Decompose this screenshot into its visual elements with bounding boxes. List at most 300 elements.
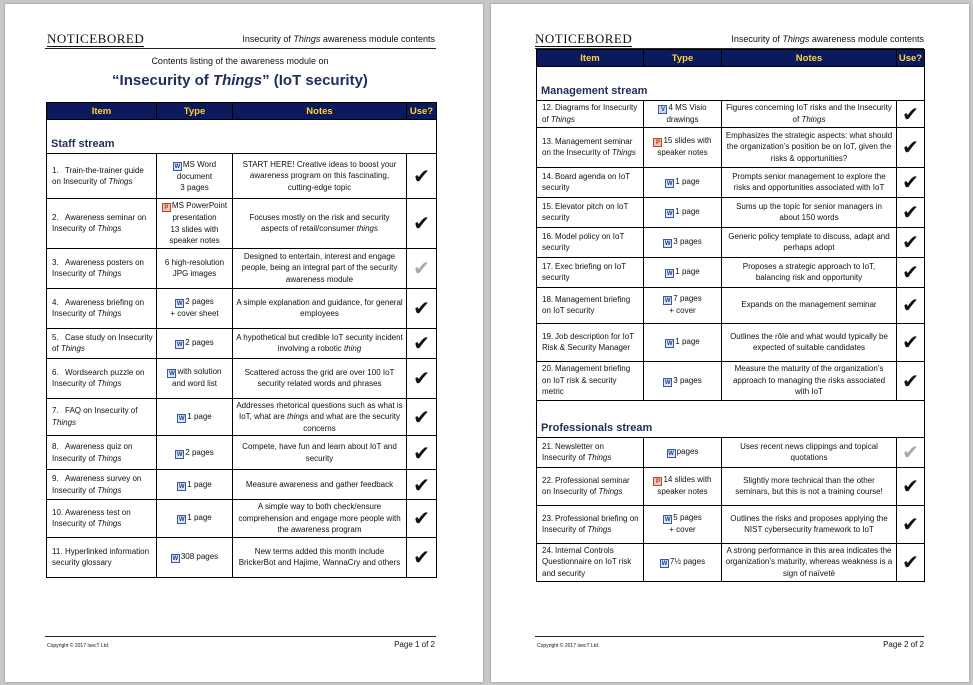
table-row — [537, 101, 925, 128]
text-span: Things — [97, 224, 122, 234]
text-span: Things — [97, 379, 122, 388]
notes-cell — [233, 328, 407, 358]
word-document-icon: W — [666, 211, 673, 217]
item-number: 6. — [52, 367, 59, 377]
text-span: and word list — [172, 379, 217, 389]
item-cell — [537, 505, 644, 543]
use-checkmark[interactable]: ✔ — [897, 361, 925, 400]
notes-cell — [722, 197, 897, 227]
item-cell — [47, 358, 157, 398]
item-cell — [47, 328, 157, 358]
text-span: Expands on the management seminar — [741, 300, 877, 310]
word-document-icon: W — [176, 451, 183, 458]
use-checkmark[interactable]: ✔ — [407, 288, 437, 328]
type-cell — [644, 101, 722, 128]
management-stream-title: Management stream — [537, 67, 925, 101]
text-span: Management briefing on IoT risk & security metric — [542, 364, 631, 397]
text-span: things — [287, 412, 309, 421]
word-document-icon: W — [174, 163, 181, 170]
item-number: 4. — [52, 297, 59, 307]
staff-stream-rows — [47, 154, 437, 578]
text-span: 2 pages — [185, 447, 214, 457]
type-cell — [157, 199, 233, 249]
item-number: 17. — [542, 261, 554, 271]
table-row — [537, 227, 925, 257]
item-number: 3. — [52, 257, 59, 267]
brand-logo: NOTICEBORED — [535, 31, 633, 46]
notes-cell — [722, 127, 897, 167]
copyright: Copyright © 2017 IsecT Ltd. — [47, 643, 110, 649]
table-row — [47, 537, 437, 577]
text-span: Awareness quiz on Insecurity of — [52, 442, 133, 463]
notes-cell — [233, 398, 407, 436]
powerpoint-icon: P — [653, 477, 662, 486]
text-span: Train-the-trainer guide on Insecurity of — [52, 165, 144, 186]
item-cell — [47, 248, 157, 288]
use-checkmark[interactable]: ✔ — [897, 543, 925, 581]
item-cell — [537, 127, 644, 167]
word-document-icon: W — [178, 415, 185, 422]
text-span: Things — [108, 177, 133, 186]
header-title: Insecurity of Things awareness module contents — [242, 34, 435, 44]
word-document-icon: W — [169, 371, 175, 378]
item-number: 23. — [542, 513, 554, 523]
item-number: 16. — [542, 231, 554, 241]
item-number: 18. — [542, 294, 554, 304]
type-cell — [157, 154, 233, 199]
footer-rule — [45, 636, 436, 637]
type-cell — [644, 505, 722, 543]
text-span: Things — [801, 114, 826, 124]
type-cell — [157, 537, 233, 577]
item-number: 15. — [542, 201, 554, 211]
use-checkmark[interactable]: ✔ — [407, 248, 437, 288]
text-span: Awareness briefing on Insecurity of — [52, 297, 145, 318]
item-number: 8. — [52, 442, 59, 451]
table-row — [537, 287, 925, 323]
text-span: Addresses rhetorical questions such as what is IoT, what are — [236, 400, 403, 421]
table-header-row — [537, 50, 925, 67]
type-cell — [644, 227, 722, 257]
table-row — [47, 154, 437, 199]
text-span: 2 pages — [185, 297, 214, 307]
word-document-icon: W — [178, 517, 185, 524]
text-span: A hypothetical but credible IoT security incident involving a robotic — [236, 332, 403, 353]
page-number: Page 2 of 2 — [883, 640, 924, 649]
notes-cell — [722, 361, 897, 400]
text-span: Things — [550, 114, 575, 124]
text-span: Professional seminar on Insecurity of — [542, 475, 630, 496]
document-page-2 — [491, 4, 969, 682]
notes-cell — [233, 199, 407, 249]
type-cell — [157, 358, 233, 398]
table-row — [47, 398, 437, 436]
text-span: Awareness survey on Insecurity of — [52, 474, 142, 495]
item-cell — [47, 199, 157, 249]
use-checkmark[interactable]: ✔ — [407, 436, 437, 470]
item-number: 2. — [52, 212, 59, 222]
stream-header-row — [47, 120, 437, 154]
page-number: Page 1 of 2 — [394, 640, 435, 649]
notes-cell — [722, 505, 897, 543]
text-span: 14 slides with speaker notes — [657, 475, 712, 497]
text-span: 15 slides with speaker notes — [657, 136, 712, 158]
text-span: 1 page — [675, 177, 700, 186]
use-checkmark[interactable]: ✔ — [897, 167, 925, 197]
item-cell — [47, 500, 157, 538]
text-span: Elevator pitch on IoT security — [542, 201, 629, 222]
use-checkmark[interactable]: ✔ — [897, 197, 925, 227]
word-document-icon: W — [666, 341, 673, 347]
text-span: Awareness posters on Insecurity of — [52, 257, 145, 278]
table-row — [537, 543, 925, 581]
notes-cell — [722, 101, 897, 128]
notes-cell — [233, 500, 407, 538]
footer-rule — [535, 636, 924, 637]
word-document-icon: W — [664, 241, 671, 247]
text-span: Model policy on IoT security — [542, 231, 625, 252]
text-span: Management seminar on the Insecurity of — [542, 136, 633, 157]
use-checkmark[interactable]: ✔ — [897, 287, 925, 323]
text-span: Designed to entertain, interest and engage people, being an integral part of the security awareness module — [241, 251, 398, 284]
column-header-use: Use? — [407, 103, 437, 120]
text-span: START HERE! Creative ideas to boost your awareness program on this fascinating, cutting-edge topic — [242, 159, 397, 192]
item-cell — [537, 227, 644, 257]
text-span: Outlines the rôle and what would typically be expected of suitable candidates — [730, 331, 888, 352]
column-header-use: Use? — [897, 50, 925, 67]
item-number: 12. — [542, 103, 554, 113]
text-span: Things — [598, 487, 623, 496]
text-span: 1 page — [675, 267, 700, 276]
table-row — [47, 470, 437, 500]
item-cell — [47, 436, 157, 470]
use-checkmark[interactable]: ✔ — [407, 358, 437, 398]
notes-cell — [722, 437, 897, 467]
text-span: New terms added this month include BrickerBot and Hajime, WannaCry and others — [238, 546, 401, 567]
text-span: Generic policy template to discuss, adapt and perhaps adopt — [728, 231, 890, 252]
text-span: Measure the maturity of the organization’s approach to managing the risks associated with IoT — [732, 364, 886, 397]
notes-cell — [233, 248, 407, 288]
item-number: 5. — [52, 332, 59, 342]
text-span: Awareness seminar on Insecurity of — [52, 212, 147, 234]
text-span: Focuses mostly on the risk and security aspects of retail/consumer — [249, 212, 390, 234]
text-span: Uses recent news clippings and topical quotations — [740, 441, 878, 462]
text-span: 7 pages — [673, 294, 702, 304]
column-header-item: Item — [47, 103, 157, 120]
text-span: Outlines the risks and proposes applying the NIST cybersecurity framework to IoT — [730, 513, 888, 534]
text-span: Compete, have fun and learn about IoT and security — [242, 442, 397, 463]
column-header-type: Type — [157, 103, 233, 120]
text-span: Things — [587, 525, 612, 534]
table-row — [537, 127, 925, 167]
text-span: Prompts senior management to explore the risks and opportunities associated with IoT — [732, 171, 886, 192]
text-span: A simple way to both check/ensure comprehension and engage more people with the awareness program — [238, 502, 401, 534]
item-cell — [537, 543, 644, 581]
table-row — [47, 248, 437, 288]
text-span: 4 MS Visio drawings — [666, 103, 707, 124]
use-checkmark[interactable]: ✔ — [897, 227, 925, 257]
word-document-icon: W — [661, 561, 668, 567]
type-cell — [644, 323, 722, 361]
text-span: 13 slides with speaker notes — [169, 224, 220, 245]
notes-cell — [722, 287, 897, 323]
text-span: Things — [97, 519, 122, 529]
text-span: Measure awareness and gather feedback — [245, 479, 394, 489]
header-rule — [45, 48, 436, 49]
text-span: pages — [676, 447, 699, 456]
item-cell — [537, 323, 644, 361]
text-span: MS PowerPoint presentation — [171, 201, 228, 222]
text-span: 3 pages — [673, 237, 702, 246]
text-span: Emphasizes the strategic aspects: what should the organization’s position be on IoT, given the risks & opportunities? — [725, 130, 893, 163]
professionals-stream-title: Professionals stream — [537, 400, 925, 437]
word-document-icon: W — [176, 342, 183, 348]
item-number: 1. — [52, 165, 59, 175]
text-span: Scattered across the grid are over 100 IoT security related words and phrases — [244, 367, 395, 388]
column-header-notes: Notes — [233, 103, 407, 120]
item-cell — [47, 470, 157, 500]
item-number: 14. — [542, 171, 554, 181]
text-span: Things — [587, 453, 612, 462]
use-checkmark[interactable]: ✔ — [897, 467, 925, 505]
text-span: MS Word document — [176, 159, 217, 181]
item-cell — [47, 288, 157, 328]
item-number: 7. — [52, 406, 59, 416]
text-span: 3 pages — [673, 375, 702, 385]
type-cell — [644, 543, 722, 581]
table-row — [537, 467, 925, 505]
word-document-icon: W — [668, 451, 674, 457]
use-checkmark[interactable]: ✔ — [407, 537, 437, 577]
type-cell — [644, 197, 722, 227]
type-cell — [644, 127, 722, 167]
notes-cell — [722, 323, 897, 361]
notes-cell — [233, 154, 407, 199]
text-span: Awareness test on Insecurity of — [52, 507, 131, 529]
type-cell — [644, 361, 722, 400]
column-header-item: Item — [537, 50, 644, 67]
header-title: Insecurity of Things awareness module contents — [731, 34, 924, 44]
type-cell — [157, 500, 233, 538]
text-span: Slightly more technical than the other seminars, but this is not a training course! — [735, 475, 883, 496]
notes-cell — [722, 543, 897, 581]
table-row — [47, 358, 437, 398]
table-row — [537, 197, 925, 227]
text-span: Things — [60, 344, 85, 353]
text-span: Things — [52, 417, 77, 427]
word-document-icon: W — [664, 379, 671, 386]
text-span: 1 page — [187, 513, 212, 523]
item-number: 13. — [542, 136, 554, 146]
word-document-icon: W — [176, 301, 183, 308]
item-cell — [537, 257, 644, 287]
table-row — [537, 361, 925, 400]
table-row — [537, 257, 925, 287]
brand-logo: NOTICEBORED — [47, 31, 145, 46]
document-title: “Insecurity of Things” (IoT security) — [112, 72, 368, 89]
text-span: 3 pages — [180, 183, 209, 192]
use-checkmark[interactable]: ✔ — [897, 437, 925, 467]
text-span: Things — [611, 148, 636, 157]
text-span: 1 page — [675, 207, 700, 216]
type-cell — [157, 436, 233, 470]
text-span: thing — [343, 344, 362, 353]
item-cell — [47, 398, 157, 436]
text-span: Things — [97, 453, 122, 463]
text-span: A strong performance in this area indicates the organization’s maturity, whereas weakness is a sign of naïveté — [725, 545, 893, 578]
notes-cell — [233, 436, 407, 470]
professionals-stream-rows — [537, 437, 925, 581]
word-document-icon: W — [178, 483, 185, 490]
notes-cell — [233, 288, 407, 328]
notes-cell — [722, 167, 897, 197]
text-span: 1 page — [675, 337, 700, 346]
word-document-icon: W — [664, 517, 671, 524]
text-span: 7½ pages — [669, 557, 706, 566]
text-span: 1 page — [187, 411, 212, 421]
contents-table-page-1 — [46, 102, 437, 578]
use-checkmark[interactable]: ✔ — [407, 199, 437, 249]
word-document-icon: W — [664, 298, 671, 305]
use-checkmark[interactable]: ✔ — [897, 127, 925, 167]
contents-table-page-2 — [536, 49, 925, 582]
type-cell — [157, 288, 233, 328]
text-span: Internal Controls Questionnaire on IoT risk and security — [542, 545, 632, 578]
subtitle: Contents listing of the awareness module on — [151, 56, 329, 66]
stream-header-row — [537, 400, 925, 437]
table-row — [537, 323, 925, 361]
type-cell — [157, 248, 233, 288]
item-cell — [537, 437, 644, 467]
text-span: Figures concerning IoT risks and the Insecurity of — [726, 103, 892, 124]
table-row — [47, 328, 437, 358]
column-header-notes: Notes — [722, 50, 897, 67]
text-span: Hyperlinked information security glossary — [52, 546, 150, 567]
use-checkmark[interactable]: ✔ — [407, 470, 437, 500]
management-stream-rows — [537, 101, 925, 401]
table-row — [537, 167, 925, 197]
table-row — [47, 288, 437, 328]
table-header-row — [47, 103, 437, 120]
word-document-icon: W — [666, 271, 673, 277]
item-number: 20. — [542, 364, 554, 374]
copyright: Copyright © 2017 IsecT Ltd. — [537, 643, 600, 649]
item-number: 21. — [542, 441, 554, 451]
item-number: 19. — [542, 331, 554, 341]
use-checkmark[interactable]: ✔ — [407, 154, 437, 199]
text-span: Things — [97, 485, 122, 495]
item-number: 10. — [52, 507, 64, 517]
table-row — [537, 505, 925, 543]
use-checkmark[interactable]: ✔ — [407, 398, 437, 436]
use-checkmark[interactable]: ✔ — [407, 500, 437, 538]
table-row — [537, 437, 925, 467]
text-span: Things — [97, 309, 122, 318]
table-row — [47, 436, 437, 470]
text-span: A simple explanation and guidance, for general employees — [236, 297, 403, 318]
text-span: 6 high-resolution JPG images — [164, 257, 225, 278]
type-cell — [157, 398, 233, 436]
notes-cell — [233, 358, 407, 398]
notes-cell — [722, 257, 897, 287]
table-row — [47, 500, 437, 538]
document-page-1 — [5, 4, 483, 682]
text-span: Sums up the topic for senior managers in about 150 words — [736, 201, 882, 222]
type-cell — [157, 328, 233, 358]
use-checkmark[interactable]: ✔ — [407, 328, 437, 358]
item-cell — [47, 537, 157, 577]
text-span: Professional briefing on Insecurity of — [542, 513, 639, 534]
text-span: 1 page — [187, 479, 212, 489]
text-span: things — [356, 224, 378, 234]
text-span: 308 pages — [180, 552, 219, 561]
type-cell — [644, 287, 722, 323]
item-number: 11. — [52, 546, 63, 556]
table-row — [47, 199, 437, 249]
text-span: Proposes a strategic approach to IoT, balancing risk and opportunity — [742, 261, 876, 282]
powerpoint-icon: P — [653, 138, 662, 147]
text-span: Wordsearch puzzle on Insecurity of — [52, 367, 145, 388]
item-cell — [537, 361, 644, 400]
item-cell — [537, 167, 644, 197]
text-span: Newsletter on Insecurity of — [542, 441, 604, 462]
text-span: Exec briefing on IoT security — [542, 261, 627, 282]
text-span: and what are the security concerns — [303, 412, 400, 433]
notes-cell — [233, 537, 407, 577]
notes-cell — [233, 470, 407, 500]
notes-cell — [722, 467, 897, 505]
column-header-type: Type — [644, 50, 722, 67]
text-span: Diagrams for Insecurity of — [542, 103, 638, 124]
word-document-icon: W — [172, 556, 179, 562]
text-span: with solution — [177, 367, 222, 377]
visio-icon: V — [658, 105, 667, 114]
item-cell — [537, 467, 644, 505]
text-span: 2 pages — [185, 338, 214, 347]
text-span: + cover — [669, 306, 696, 316]
word-document-icon: W — [666, 181, 673, 187]
text-span: Management briefing on IoT security — [542, 294, 631, 315]
text-span: Things — [97, 269, 122, 278]
item-cell — [537, 197, 644, 227]
text-span: Job description for IoT Risk & Security Manager — [542, 331, 635, 352]
type-cell — [157, 470, 233, 500]
notes-cell — [722, 227, 897, 257]
stream-header-row — [537, 67, 925, 101]
text-span: Board agenda on IoT security — [542, 171, 631, 192]
type-cell — [644, 167, 722, 197]
text-span: FAQ on Insecurity of — [65, 406, 138, 416]
use-checkmark[interactable]: ✔ — [897, 257, 925, 287]
powerpoint-icon: P — [162, 203, 171, 212]
text-span: + cover — [669, 525, 696, 535]
type-cell — [644, 467, 722, 505]
item-cell — [537, 101, 644, 128]
item-cell — [47, 154, 157, 199]
staff-stream-title: Staff stream — [47, 120, 437, 154]
item-cell — [537, 287, 644, 323]
use-checkmark[interactable]: ✔ — [897, 323, 925, 361]
use-checkmark[interactable]: ✔ — [897, 505, 925, 543]
text-span: + cover sheet — [170, 309, 219, 319]
item-number: 9. — [52, 474, 59, 483]
type-cell — [644, 437, 722, 467]
item-number: 22. — [542, 475, 554, 485]
text-span: 5 pages — [673, 513, 702, 523]
item-number: 24. — [542, 545, 554, 555]
type-cell — [644, 257, 722, 287]
use-checkmark[interactable]: ✔ — [897, 101, 925, 128]
